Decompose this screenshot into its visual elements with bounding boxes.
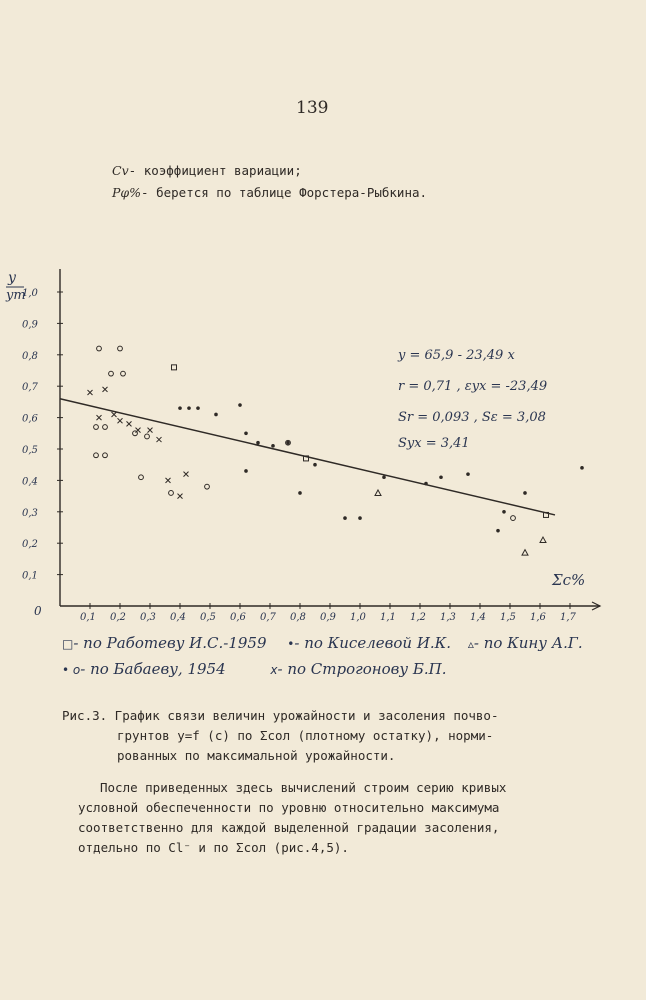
data-point-dot bbox=[187, 406, 191, 410]
data-point-cross bbox=[178, 494, 183, 499]
x-tick-label: 1,4 bbox=[470, 612, 486, 623]
regression-annotation: r = 0,71 , εyx = -23,49 bbox=[398, 379, 548, 394]
x-tick-label: 0,4 bbox=[170, 612, 186, 623]
data-point-cross bbox=[136, 428, 141, 433]
data-point-circle bbox=[511, 516, 516, 521]
legend-label: - по Работеву И.С.-1959 bbox=[73, 634, 267, 652]
body-line: условной обеспеченности по уровню относительно максимума bbox=[78, 800, 500, 815]
data-point-circle bbox=[205, 484, 210, 489]
body-line: После приведенных здесь вычислений строим серию кривых bbox=[100, 780, 507, 795]
definition-cv bbox=[112, 160, 427, 182]
caption-line: грунтов y=f (c) по Σсол (плотному остатку), норми- bbox=[117, 728, 494, 743]
data-point-dot bbox=[256, 441, 260, 445]
data-point-dot bbox=[439, 475, 443, 479]
legend-line-2 bbox=[62, 660, 447, 678]
y-axis-label-top: y bbox=[8, 270, 16, 286]
data-point-cross bbox=[118, 418, 123, 423]
data-point-cross bbox=[166, 478, 171, 483]
x-tick-label: 0,1 bbox=[80, 612, 96, 623]
data-point-dot bbox=[580, 466, 584, 470]
data-point-dot bbox=[313, 463, 317, 467]
y-tick-label: 0,7 bbox=[22, 382, 38, 394]
definition-symbol: Cv bbox=[112, 163, 129, 178]
data-point-circle bbox=[109, 371, 114, 376]
data-point-dot bbox=[502, 510, 506, 514]
data-point-dot bbox=[466, 472, 470, 476]
y-tick-label: 0,6 bbox=[22, 413, 38, 425]
data-point-circle bbox=[97, 346, 102, 351]
legend-marker-square: □ bbox=[62, 637, 74, 651]
page-number: 139 bbox=[296, 98, 329, 118]
data-point-cross bbox=[127, 421, 132, 426]
x-tick-label: 0,2 bbox=[110, 612, 126, 623]
scatter-chart bbox=[0, 255, 646, 625]
x-tick-label: 1,1 bbox=[380, 612, 396, 623]
data-point-circle bbox=[121, 371, 126, 376]
x-tick-label: 0,9 bbox=[320, 612, 336, 623]
caption-line: Рис.3. График связи величин урожайности и засоления почво- bbox=[62, 708, 499, 723]
x-tick-label: 1,2 bbox=[410, 612, 426, 623]
legend-marker-dot-circle: • о bbox=[62, 663, 81, 677]
x-tick-label: 1,3 bbox=[440, 612, 456, 623]
x-tick-label: 0,7 bbox=[260, 612, 276, 623]
body-line: отдельно по Cl⁻ и по Σсол (рис.4,5). bbox=[78, 840, 349, 855]
x-axis-label: Σc% bbox=[552, 571, 586, 589]
y-tick-label: 0,2 bbox=[22, 539, 38, 551]
data-point-circle bbox=[103, 425, 108, 430]
data-point-cross bbox=[112, 412, 117, 417]
regression-annotation: y = 65,9 - 23,49 x bbox=[398, 348, 515, 363]
legend-label: - по Бабаеву, 1954 bbox=[80, 660, 226, 678]
data-point-dot bbox=[382, 475, 386, 479]
legend-marker-cross: х bbox=[270, 663, 278, 677]
definition-symbol: Pφ% bbox=[112, 185, 142, 200]
definition-text: - коэффициент вариации; bbox=[128, 163, 302, 178]
regression-annotation: Syx = 3,41 bbox=[398, 436, 470, 451]
data-point-cross bbox=[184, 472, 189, 477]
definitions bbox=[112, 160, 427, 204]
data-point-dot bbox=[244, 432, 248, 436]
legend-label: - по Строгонову Б.П. bbox=[277, 660, 447, 678]
data-point-triangle bbox=[522, 550, 528, 556]
x-tick-label: 1,7 bbox=[560, 612, 576, 623]
body-paragraph bbox=[78, 778, 538, 858]
legend-label: - по Киселевой И.К. bbox=[294, 634, 452, 652]
caption-line: рованных по максимальной урожайности. bbox=[117, 748, 396, 763]
data-point-circle bbox=[94, 425, 99, 430]
x-tick-label: 1,0 bbox=[350, 612, 366, 623]
origin-label: 0 bbox=[34, 604, 42, 618]
data-point-cross bbox=[103, 387, 108, 392]
y-tick-label: 0,3 bbox=[22, 507, 38, 519]
x-tick-label: 0,3 bbox=[140, 612, 156, 623]
data-point-dot bbox=[343, 516, 347, 520]
body-line: соответственно для каждой выделенной градации засоления, bbox=[78, 820, 500, 835]
data-point-cross bbox=[97, 415, 102, 420]
data-point-dot bbox=[286, 441, 290, 445]
definition-text: - берется по таблице Форстера-Рыбкина. bbox=[141, 185, 428, 200]
chart-axes bbox=[5, 269, 600, 618]
definition-p bbox=[112, 182, 427, 204]
data-point-cross bbox=[88, 390, 93, 395]
chart-marks bbox=[88, 346, 584, 555]
legend-label: - по Кину А.Г. bbox=[473, 634, 583, 652]
data-point-square bbox=[172, 365, 177, 370]
regression-annotation: Sr = 0,093 , Sε = 3,08 bbox=[398, 410, 546, 425]
legend-marker-triangle: ▵ bbox=[467, 637, 474, 651]
figure-caption bbox=[62, 706, 562, 766]
x-tick-label: 0,5 bbox=[200, 612, 216, 623]
data-point-dot bbox=[238, 403, 242, 407]
y-tick-label: 0,1 bbox=[22, 570, 38, 582]
data-point-circle bbox=[103, 453, 108, 458]
y-tick-label: 1,0 bbox=[22, 288, 38, 299]
data-point-dot bbox=[214, 413, 218, 417]
data-point-triangle bbox=[375, 490, 381, 496]
data-point-dot bbox=[244, 469, 248, 473]
data-point-dot bbox=[496, 529, 500, 533]
x-tick-label: 0,8 bbox=[290, 612, 306, 623]
y-tick-label: 0,8 bbox=[22, 350, 38, 362]
data-point-circle bbox=[145, 434, 150, 439]
legend-marker-dot: • bbox=[287, 637, 295, 651]
y-axis-label-bottom: ym bbox=[6, 288, 26, 303]
y-tick-label: 0,5 bbox=[22, 445, 38, 456]
data-point-circle bbox=[169, 491, 174, 496]
data-point-cross bbox=[148, 428, 153, 433]
data-point-dot bbox=[358, 516, 362, 520]
y-tick-label: 0,4 bbox=[22, 476, 38, 488]
data-point-circle bbox=[118, 346, 123, 351]
legend-line-1 bbox=[62, 634, 583, 652]
data-point-dot bbox=[523, 491, 527, 495]
data-point-dot bbox=[196, 406, 200, 410]
y-tick-label: 0,9 bbox=[22, 319, 38, 331]
data-point-circle bbox=[94, 453, 99, 458]
chart-annotations bbox=[397, 348, 547, 451]
data-point-cross bbox=[157, 437, 162, 442]
x-tick-label: 1,5 bbox=[500, 612, 516, 623]
x-tick-label: 0,6 bbox=[230, 612, 246, 623]
data-point-circle bbox=[139, 475, 144, 480]
data-point-triangle bbox=[540, 537, 546, 543]
data-point-dot bbox=[298, 491, 302, 495]
data-point-dot bbox=[178, 406, 182, 410]
data-point-dot bbox=[271, 444, 275, 448]
x-tick-label: 1,6 bbox=[530, 612, 546, 623]
